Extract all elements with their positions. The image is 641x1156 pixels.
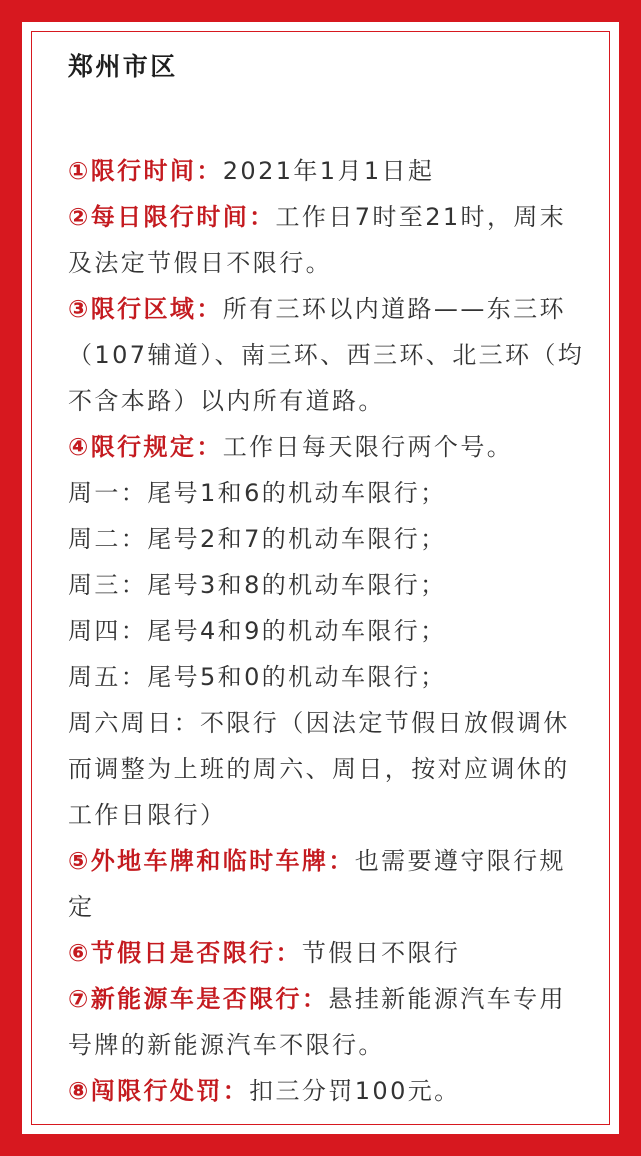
rule-item-new-energy <box>68 976 588 1068</box>
rule-item-area <box>68 286 588 424</box>
document-body <box>68 48 588 1114</box>
rule-label: ②每日限行时间： <box>68 203 276 231</box>
rule-text: 扣三分罚100元。 <box>249 1077 461 1105</box>
schedule-friday: 周五：尾号5和0的机动车限行； <box>68 663 447 691</box>
rule-label: ⑥节假日是否限行： <box>68 939 302 967</box>
rule-item-nonlocal-plates <box>68 838 588 930</box>
rule-label: ④限行规定： <box>68 433 223 461</box>
schedule-wednesday: 周三：尾号3和8的机动车限行； <box>68 571 447 599</box>
rule-label: ③限行区域： <box>68 295 223 323</box>
rule-item-daily-hours <box>68 194 588 286</box>
rule-text: 2021年1月1日起 <box>222 157 435 185</box>
rule-text: 也需要遵守限行规定 <box>68 847 566 921</box>
rule-text: 工作日7时至21时，周末及法定节假日不限行。 <box>68 203 567 277</box>
schedule-tuesday: 周二：尾号2和7的机动车限行； <box>68 525 447 553</box>
schedule-thursday: 周四：尾号4和9的机动车限行； <box>68 617 447 645</box>
schedule-weekend: 周六周日：不限行（因法定节假日放假调休而调整为上班的周六、周日，按对应调休的工作日限行） <box>68 709 570 829</box>
rule-label: ⑤外地车牌和临时车牌： <box>68 847 355 875</box>
page-title: 郑州市区 <box>68 52 178 81</box>
rule-label: ⑦新能源车是否限行： <box>68 985 329 1013</box>
rule-text: 工作日每天限行两个号。 <box>222 433 514 461</box>
rule-text: 所有三环以内道路——东三环（107辅道）、南三环、西三环、北三环（均不含本路）以内所有道路。 <box>68 295 585 415</box>
rule-item-holidays <box>68 930 588 976</box>
rule-text: 节假日不限行 <box>301 939 461 967</box>
rule-label: ⑧闯限行处罚： <box>68 1077 250 1105</box>
rule-item-regulation <box>68 424 588 470</box>
rule-text: 悬挂新能源汽车专用号牌的新能源汽车不限行。 <box>68 985 566 1059</box>
rule-label: ①限行时间： <box>68 157 223 185</box>
schedule-monday: 周一：尾号1和6的机动车限行； <box>68 479 447 507</box>
rule-item-start-date <box>68 148 588 194</box>
rule-item-penalty <box>68 1068 588 1114</box>
